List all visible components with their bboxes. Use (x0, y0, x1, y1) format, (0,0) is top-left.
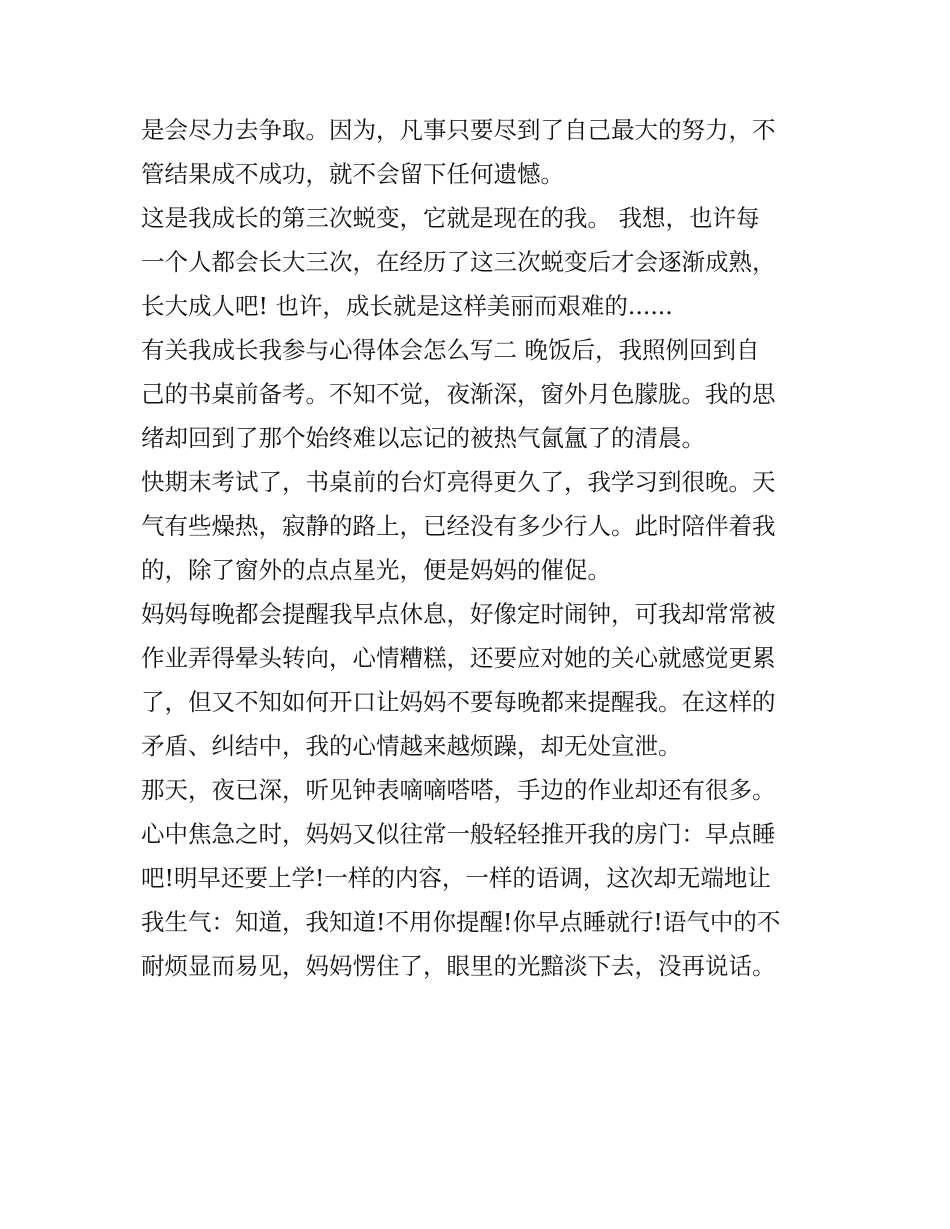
text-line: 的，除了窗外的点点星光，便是妈妈的催促。 (141, 556, 611, 584)
text-line: 耐烦显而易见，妈妈愣住了，眼里的光黯淡下去，没再说话。 (141, 952, 776, 980)
text-line: 矛盾、纠结中，我的心情越来越烦躁，却无处宣泄。 (141, 732, 682, 760)
text-line: 有关我成长我参与心得体会怎么写二 晚饭后，我照例回到自 (141, 336, 760, 364)
text-line: 己的书桌前备考。不知不觉，夜渐深，窗外月色朦胧。我的思 (141, 380, 776, 408)
text-line: 一个人都会长大三次，在经历了这三次蜕变后才会逐渐成熟， (141, 248, 776, 276)
text-line: 作业弄得晕头转向，心情糟糕，还要应对她的关心就感觉更累 (141, 644, 776, 672)
text-line: 绪却回到了那个始终难以忘记的被热气氤氲了的清晨。 (141, 424, 705, 452)
text-line: 气有些燥热，寂静的路上，已经没有多少行人。此时陪伴着我 (141, 512, 776, 540)
text-line: 我生气：知道，我知道!不用你提醒!你早点睡就行!语气中的不 (141, 908, 781, 936)
text-line: 这是我成长的第三次蜕变，它就是现在的我。 我想，也许每 (141, 204, 760, 232)
text-line: 那天，夜已深，听见钟表嘀嘀嗒嗒，手边的作业却还有很多。 (141, 776, 776, 804)
text-line: 妈妈每晚都会提醒我早点休息，好像定时闹钟，可我却常常被 (141, 600, 776, 628)
text-line: 是会尽力去争取。因为，凡事只要尽到了自己最大的努力，不 (141, 116, 776, 144)
text-line: 管结果成不成功，就不会留下任何遗憾。 (141, 160, 564, 188)
body-text (141, 108, 821, 988)
text-line: 长大成人吧! 也许，成长就是这样美丽而艰难的...... (141, 292, 673, 320)
text-line: 心中焦急之时，妈妈又似往常一般轻轻推开我的房门：早点睡 (141, 820, 776, 848)
text-line: 了，但又不知如何开口让妈妈不要每晚都来提醒我。在这样的 (141, 688, 776, 716)
text-line: 快期末考试了，书桌前的台灯亮得更久了，我学习到很晚。天 (141, 468, 776, 496)
text-line: 吧!明早还要上学!一样的内容，一样的语调，这次却无端地让 (141, 864, 771, 892)
